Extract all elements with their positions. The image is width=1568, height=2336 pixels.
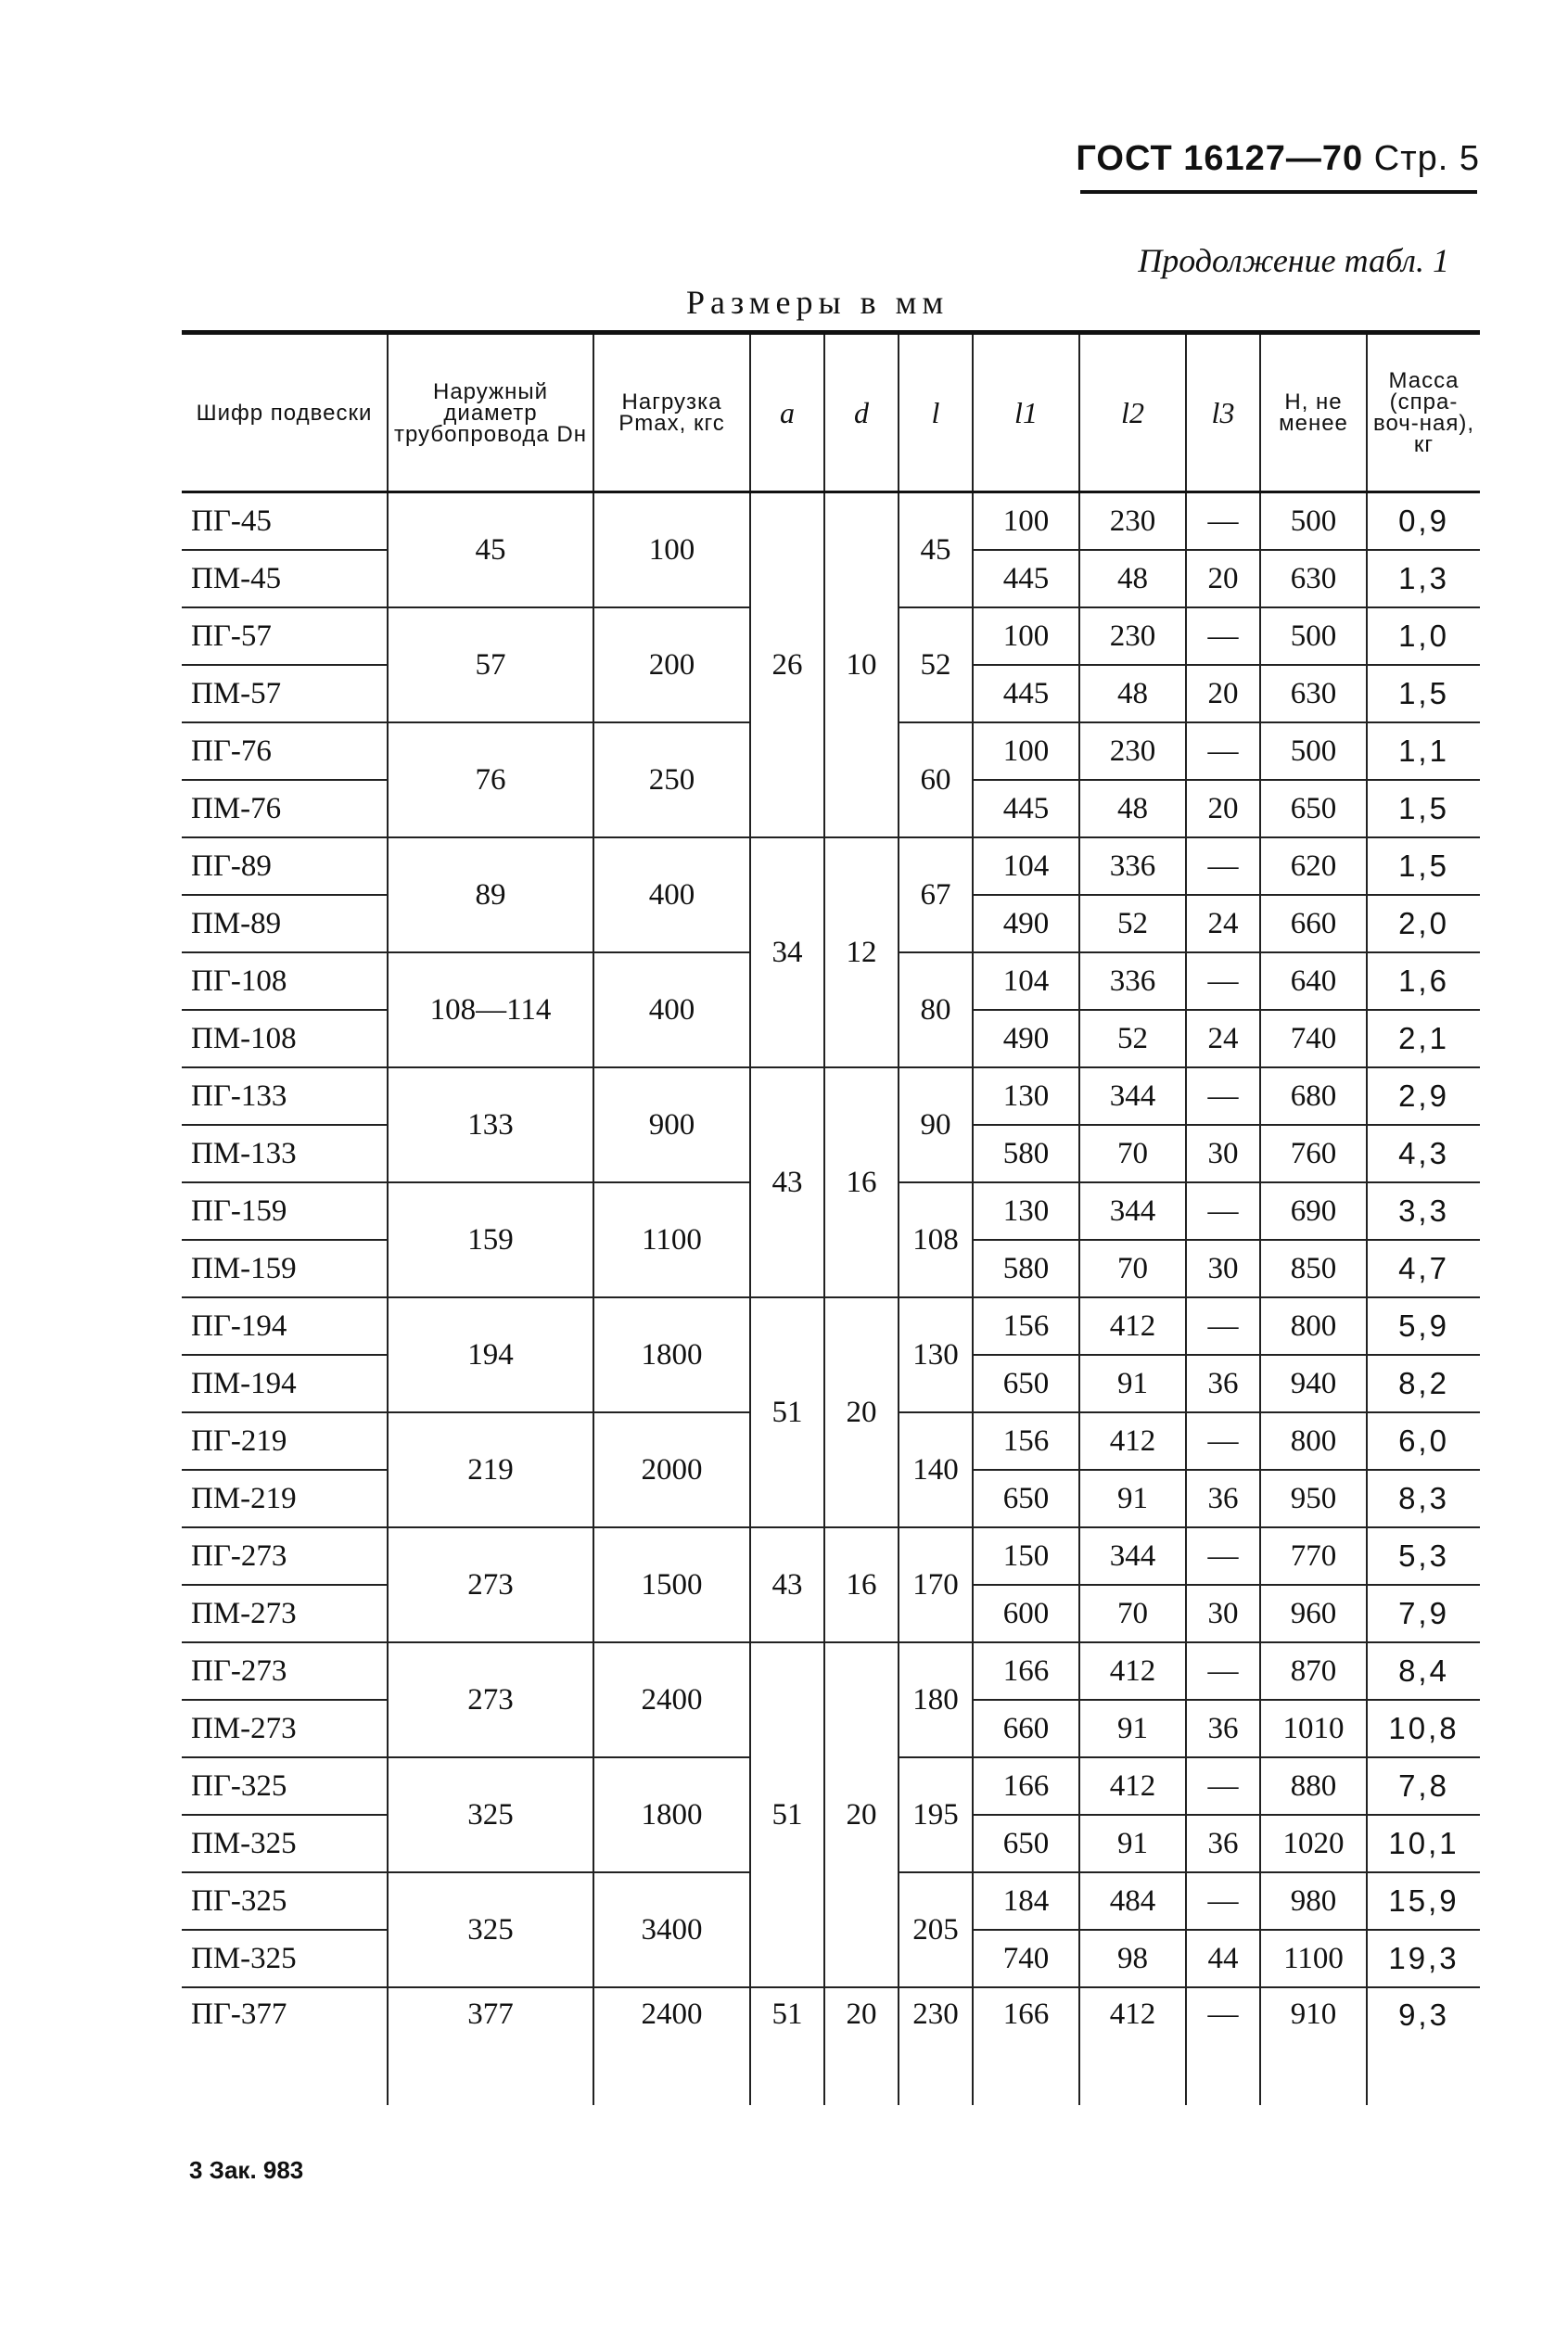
col-header-h: H, не менее [1260, 333, 1367, 492]
mass-cell: 1,5 [1367, 665, 1480, 722]
code-cell: ПМ-159 [182, 1240, 388, 1297]
code-cell: ПГ-133 [182, 1067, 388, 1125]
mass-cell: 7,8 [1367, 1757, 1480, 1815]
l3-cell: — [1186, 1297, 1260, 1355]
mass-cell: 4,3 [1367, 1125, 1480, 1182]
d-cell: 20 [824, 1297, 899, 1527]
col-header-diameter: Наружный диаметр трубопровода Dн [388, 333, 593, 492]
h-cell: 680 [1260, 1067, 1367, 1125]
h-cell: 870 [1260, 1642, 1367, 1700]
l3-cell: 36 [1186, 1700, 1260, 1757]
load-cell: 3400 [593, 1872, 750, 1987]
code-cell: ПГ-194 [182, 1297, 388, 1355]
h-cell: 1100 [1260, 1930, 1367, 1987]
table-row [182, 492, 1480, 551]
d-cell: 20 [824, 1987, 899, 2105]
l1-cell: 130 [973, 1067, 1079, 1125]
mass-cell: 19,3 [1367, 1930, 1480, 1987]
h-cell: 850 [1260, 1240, 1367, 1297]
l2-cell: 344 [1079, 1067, 1186, 1125]
l2-cell: 336 [1079, 837, 1186, 895]
col-header-l3: l3 [1186, 333, 1260, 492]
h-cell: 640 [1260, 952, 1367, 1010]
code-cell: ПГ-377 [182, 1987, 388, 2105]
h-cell: 500 [1260, 607, 1367, 665]
code-cell: ПМ-273 [182, 1585, 388, 1642]
col-header-l: l [899, 333, 973, 492]
code-cell: ПМ-45 [182, 550, 388, 607]
gost-number: ГОСТ 16127—70 [1076, 139, 1364, 178]
d-cell: 10 [824, 492, 899, 838]
diameter-cell: 133 [388, 1067, 593, 1182]
load-cell: 1500 [593, 1527, 750, 1642]
mass-cell: 1,5 [1367, 837, 1480, 895]
l3-cell: 20 [1186, 550, 1260, 607]
l3-cell: — [1186, 1527, 1260, 1585]
code-cell: ПМ-325 [182, 1930, 388, 1987]
mass-cell: 5,9 [1367, 1297, 1480, 1355]
page-header [1076, 139, 1480, 179]
l2-cell: 70 [1079, 1585, 1186, 1642]
h-cell: 690 [1260, 1182, 1367, 1240]
l-cell: 52 [899, 607, 973, 722]
l1-cell: 650 [973, 1815, 1079, 1872]
l3-cell: — [1186, 607, 1260, 665]
l1-cell: 445 [973, 665, 1079, 722]
l-cell: 108 [899, 1182, 973, 1297]
mass-cell: 9,3 [1367, 1987, 1480, 2105]
mass-cell: 5,3 [1367, 1527, 1480, 1585]
h-cell: 800 [1260, 1412, 1367, 1470]
code-cell: ПМ-76 [182, 780, 388, 837]
l2-cell: 412 [1079, 1987, 1186, 2105]
page-number: Стр. 5 [1373, 139, 1480, 178]
code-cell: ПГ-325 [182, 1872, 388, 1930]
code-cell: ПМ-133 [182, 1125, 388, 1182]
l1-cell: 580 [973, 1240, 1079, 1297]
mass-cell: 7,9 [1367, 1585, 1480, 1642]
l3-cell: 44 [1186, 1930, 1260, 1987]
l-cell: 45 [899, 492, 973, 608]
l-cell: 130 [899, 1297, 973, 1412]
mass-cell: 8,4 [1367, 1642, 1480, 1700]
l2-cell: 48 [1079, 780, 1186, 837]
h-cell: 500 [1260, 492, 1367, 551]
code-cell: ПГ-273 [182, 1527, 388, 1585]
l-cell: 195 [899, 1757, 973, 1872]
col-header-l2: l2 [1079, 333, 1186, 492]
code-cell: ПМ-194 [182, 1355, 388, 1412]
mass-cell: 3,3 [1367, 1182, 1480, 1240]
diameter-cell: 108—114 [388, 952, 593, 1067]
l2-cell: 70 [1079, 1240, 1186, 1297]
mass-cell: 1,1 [1367, 722, 1480, 780]
footer-order-number: 3 Зак. 983 [189, 2156, 304, 2184]
l-cell: 90 [899, 1067, 973, 1182]
a-cell: 34 [750, 837, 824, 1067]
h-cell: 500 [1260, 722, 1367, 780]
mass-cell: 4,7 [1367, 1240, 1480, 1297]
l3-cell: — [1186, 1642, 1260, 1700]
d-cell: 16 [824, 1067, 899, 1297]
h-cell: 940 [1260, 1355, 1367, 1412]
h-cell: 910 [1260, 1987, 1367, 2105]
l1-cell: 166 [973, 1642, 1079, 1700]
a-cell: 26 [750, 492, 824, 838]
h-cell: 1020 [1260, 1815, 1367, 1872]
l3-cell: 20 [1186, 780, 1260, 837]
diameter-cell: 377 [388, 1987, 593, 2105]
d-cell: 16 [824, 1527, 899, 1642]
col-header-a: a [750, 333, 824, 492]
diameter-cell: 194 [388, 1297, 593, 1412]
l2-cell: 230 [1079, 492, 1186, 551]
h-cell: 950 [1260, 1470, 1367, 1527]
diameter-cell: 325 [388, 1757, 593, 1872]
l-cell: 180 [899, 1642, 973, 1757]
a-cell: 43 [750, 1067, 824, 1297]
l-cell: 60 [899, 722, 973, 837]
l1-cell: 100 [973, 492, 1079, 551]
load-cell: 900 [593, 1067, 750, 1182]
l2-cell: 484 [1079, 1872, 1186, 1930]
code-cell: ПГ-325 [182, 1757, 388, 1815]
l3-cell: 36 [1186, 1815, 1260, 1872]
units-label: Размеры в мм [686, 284, 950, 321]
l1-cell: 580 [973, 1125, 1079, 1182]
l3-cell: 20 [1186, 665, 1260, 722]
l1-cell: 100 [973, 607, 1079, 665]
l2-cell: 91 [1079, 1470, 1186, 1527]
l3-cell: 30 [1186, 1585, 1260, 1642]
h-cell: 760 [1260, 1125, 1367, 1182]
l2-cell: 91 [1079, 1355, 1186, 1412]
l1-cell: 660 [973, 1700, 1079, 1757]
l2-cell: 344 [1079, 1527, 1186, 1585]
l1-cell: 650 [973, 1470, 1079, 1527]
l-cell: 140 [899, 1412, 973, 1527]
l3-cell: — [1186, 1987, 1260, 2105]
l3-cell: — [1186, 1872, 1260, 1930]
code-cell: ПМ-57 [182, 665, 388, 722]
a-cell: 51 [750, 1987, 824, 2105]
l1-cell: 490 [973, 895, 1079, 952]
code-cell: ПГ-219 [182, 1412, 388, 1470]
specification-table [182, 330, 1480, 2105]
l1-cell: 150 [973, 1527, 1079, 1585]
h-cell: 650 [1260, 780, 1367, 837]
l3-cell: — [1186, 1182, 1260, 1240]
l3-cell: 36 [1186, 1470, 1260, 1527]
load-cell: 400 [593, 952, 750, 1067]
l-cell: 80 [899, 952, 973, 1067]
code-cell: ПМ-273 [182, 1700, 388, 1757]
table-body [182, 492, 1480, 2106]
l1-cell: 184 [973, 1872, 1079, 1930]
h-cell: 770 [1260, 1527, 1367, 1585]
diameter-cell: 325 [388, 1872, 593, 1987]
table-row [182, 1987, 1480, 2105]
l2-cell: 412 [1079, 1412, 1186, 1470]
l2-cell: 52 [1079, 895, 1186, 952]
load-cell: 250 [593, 722, 750, 837]
l1-cell: 490 [973, 1010, 1079, 1067]
header-row [182, 333, 1480, 492]
l-cell: 67 [899, 837, 973, 952]
l2-cell: 344 [1079, 1182, 1186, 1240]
code-cell: ПГ-159 [182, 1182, 388, 1240]
col-header-d: d [824, 333, 899, 492]
mass-cell: 10,1 [1367, 1815, 1480, 1872]
mass-cell: 1,3 [1367, 550, 1480, 607]
code-cell: ПМ-219 [182, 1470, 388, 1527]
code-cell: ПМ-89 [182, 895, 388, 952]
diameter-cell: 159 [388, 1182, 593, 1297]
l1-cell: 156 [973, 1412, 1079, 1470]
mass-cell: 8,3 [1367, 1470, 1480, 1527]
l1-cell: 600 [973, 1585, 1079, 1642]
h-cell: 660 [1260, 895, 1367, 952]
l3-cell: — [1186, 1412, 1260, 1470]
l3-cell: 24 [1186, 895, 1260, 952]
col-header-load: Нагрузка Pmax, кгс [593, 333, 750, 492]
mass-cell: 10,8 [1367, 1700, 1480, 1757]
l3-cell: 30 [1186, 1125, 1260, 1182]
load-cell: 1100 [593, 1182, 750, 1297]
a-cell: 51 [750, 1297, 824, 1527]
a-cell: 51 [750, 1642, 824, 1987]
h-cell: 880 [1260, 1757, 1367, 1815]
l2-cell: 48 [1079, 665, 1186, 722]
header-rule [1080, 190, 1477, 194]
l3-cell: — [1186, 1067, 1260, 1125]
l3-cell: — [1186, 952, 1260, 1010]
l3-cell: — [1186, 1757, 1260, 1815]
table-row [182, 1297, 1480, 1355]
load-cell: 2000 [593, 1412, 750, 1527]
l1-cell: 104 [973, 952, 1079, 1010]
l2-cell: 98 [1079, 1930, 1186, 1987]
h-cell: 980 [1260, 1872, 1367, 1930]
a-cell: 43 [750, 1527, 824, 1642]
mass-cell: 1,5 [1367, 780, 1480, 837]
mass-cell: 6,0 [1367, 1412, 1480, 1470]
mass-cell: 2,9 [1367, 1067, 1480, 1125]
diameter-cell: 45 [388, 492, 593, 608]
mass-cell: 1,0 [1367, 607, 1480, 665]
code-cell: ПГ-45 [182, 492, 388, 551]
l1-cell: 100 [973, 722, 1079, 780]
load-cell: 2400 [593, 1987, 750, 2105]
diameter-cell: 76 [388, 722, 593, 837]
l1-cell: 156 [973, 1297, 1079, 1355]
table-row [182, 1067, 1480, 1125]
h-cell: 620 [1260, 837, 1367, 895]
specification-table-wrap [182, 330, 1480, 2105]
col-header-l1: l1 [973, 333, 1079, 492]
load-cell: 1800 [593, 1297, 750, 1412]
code-cell: ПГ-273 [182, 1642, 388, 1700]
col-header-mass: Масса (спра-воч-ная), кг [1367, 333, 1480, 492]
l3-cell: 24 [1186, 1010, 1260, 1067]
mass-cell: 2,0 [1367, 895, 1480, 952]
table-continuation-label: Продолжение табл. 1 [1138, 242, 1449, 279]
diameter-cell: 57 [388, 607, 593, 722]
diameter-cell: 219 [388, 1412, 593, 1527]
l2-cell: 412 [1079, 1297, 1186, 1355]
l2-cell: 412 [1079, 1642, 1186, 1700]
l2-cell: 230 [1079, 722, 1186, 780]
l2-cell: 336 [1079, 952, 1186, 1010]
l2-cell: 91 [1079, 1700, 1186, 1757]
l1-cell: 445 [973, 780, 1079, 837]
h-cell: 1010 [1260, 1700, 1367, 1757]
l2-cell: 230 [1079, 607, 1186, 665]
code-cell: ПГ-89 [182, 837, 388, 895]
l1-cell: 166 [973, 1757, 1079, 1815]
h-cell: 960 [1260, 1585, 1367, 1642]
l3-cell: 30 [1186, 1240, 1260, 1297]
code-cell: ПМ-108 [182, 1010, 388, 1067]
l2-cell: 412 [1079, 1757, 1186, 1815]
h-cell: 630 [1260, 665, 1367, 722]
table-row [182, 1527, 1480, 1585]
l1-cell: 130 [973, 1182, 1079, 1240]
l-cell: 170 [899, 1527, 973, 1642]
load-cell: 200 [593, 607, 750, 722]
mass-cell: 8,2 [1367, 1355, 1480, 1412]
l3-cell: — [1186, 492, 1260, 551]
l2-cell: 52 [1079, 1010, 1186, 1067]
l1-cell: 650 [973, 1355, 1079, 1412]
load-cell: 1800 [593, 1757, 750, 1872]
diameter-cell: 89 [388, 837, 593, 952]
l3-cell: 36 [1186, 1355, 1260, 1412]
l-cell: 230 [899, 1987, 973, 2105]
code-cell: ПГ-57 [182, 607, 388, 665]
l1-cell: 166 [973, 1987, 1079, 2105]
mass-cell: 15,9 [1367, 1872, 1480, 1930]
load-cell: 2400 [593, 1642, 750, 1757]
h-cell: 740 [1260, 1010, 1367, 1067]
mass-cell: 0,9 [1367, 492, 1480, 551]
code-cell: ПМ-325 [182, 1815, 388, 1872]
diameter-cell: 273 [388, 1527, 593, 1642]
l2-cell: 91 [1079, 1815, 1186, 1872]
load-cell: 400 [593, 837, 750, 952]
code-cell: ПГ-108 [182, 952, 388, 1010]
d-cell: 20 [824, 1642, 899, 1987]
l2-cell: 70 [1079, 1125, 1186, 1182]
l-cell: 205 [899, 1872, 973, 1987]
diameter-cell: 273 [388, 1642, 593, 1757]
d-cell: 12 [824, 837, 899, 1067]
table-head [182, 333, 1480, 492]
h-cell: 800 [1260, 1297, 1367, 1355]
h-cell: 630 [1260, 550, 1367, 607]
col-header-code: Шифр подвески [182, 333, 388, 492]
mass-cell: 1,6 [1367, 952, 1480, 1010]
l1-cell: 740 [973, 1930, 1079, 1987]
code-cell: ПГ-76 [182, 722, 388, 780]
l3-cell: — [1186, 837, 1260, 895]
l1-cell: 445 [973, 550, 1079, 607]
l1-cell: 104 [973, 837, 1079, 895]
l2-cell: 48 [1079, 550, 1186, 607]
l3-cell: — [1186, 722, 1260, 780]
table-row [182, 837, 1480, 895]
table-row [182, 1642, 1480, 1700]
mass-cell: 2,1 [1367, 1010, 1480, 1067]
load-cell: 100 [593, 492, 750, 608]
